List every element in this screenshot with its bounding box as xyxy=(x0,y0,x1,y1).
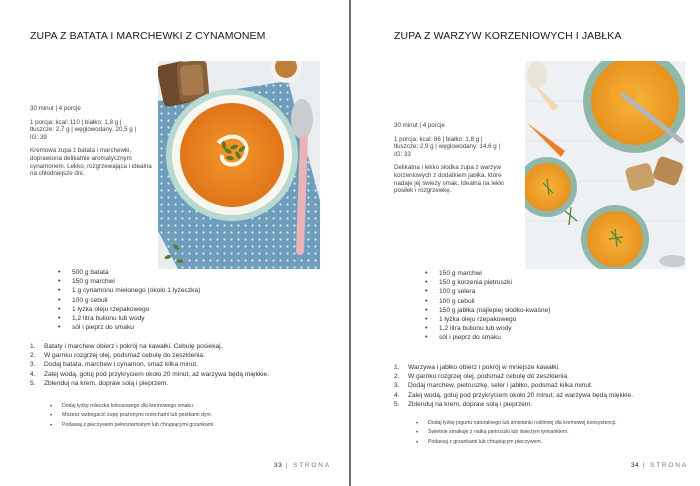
step-text: Zblenduj na krem, dopraw solą i pieprzem. xyxy=(44,379,169,387)
time-portions: 30 minut | 4 porcje xyxy=(394,122,445,129)
tips-list xyxy=(416,419,617,447)
step-item xyxy=(30,351,269,360)
ingredient-item: • 1 łyżka oleju rzepakowego xyxy=(425,315,550,324)
step-text: W garnku rozgrzej olej, podsmaż cebulę do zeszklenia. xyxy=(408,373,569,381)
step-text: Dodaj batata, marchew i cynamon, smaż kilka minut. xyxy=(44,361,198,369)
ingredient-item: • 1 g cynamonu mielonego (około 1 łyżeczka) xyxy=(58,286,200,295)
step-item xyxy=(30,379,269,388)
footer-label: | STRONA xyxy=(642,462,688,469)
recipe-meta xyxy=(30,105,158,184)
step-number: 4. xyxy=(394,391,400,399)
step-text: Zblenduj na krem, dopraw solą i pieprzem. xyxy=(408,400,533,408)
ingredient-item: • 100 g cebuli xyxy=(58,296,200,305)
recipe-description: Kremowa zupa z batata i marchewki, doprawiona delikatnie aromatycznym cynamonem. Lekko, rozgrzewająca i idealna na chłodniejsze dni. xyxy=(30,147,152,178)
ingredient-item: • 150 g marchwi xyxy=(425,269,550,278)
ingredient-item: • 500 g batata xyxy=(58,268,200,277)
step-number: 5. xyxy=(394,400,400,408)
tip-item: • Świetnie smakuje z natką pietruszki lub świeżym tymiankiem. xyxy=(416,428,617,437)
step-item xyxy=(394,363,633,372)
steps-list xyxy=(394,363,633,409)
step-text: Zalej wodą, gotuj pod przykryciem około 20 minut, aż warzywa będą miękkie. xyxy=(44,370,270,378)
ingredient-item: • 150 g marchwi xyxy=(58,277,200,286)
time-portions: 30 minut | 4 porcje xyxy=(30,105,81,112)
tip-item: • Dodaj łyżkę mleczka kokosowego dla kremowego smaku. xyxy=(50,402,215,411)
step-text: Bataty i marchew obierz i pokrój na kawałki. Cebulę posiekaj. xyxy=(44,343,223,350)
ingredient-item: • 1,2 litra bulionu lub wody xyxy=(425,324,550,333)
recipe-description: Delikatna i lekko słodka zupa z warzyw korzeniowych z dodatkiem jabłka, które nadaje jej świeży smak. Idealna na lekki posiłek i rozgrzewkę. xyxy=(394,164,504,195)
ingredients-list xyxy=(58,268,200,332)
step-number: 2. xyxy=(394,373,400,381)
right-page xyxy=(351,0,700,486)
page-footer xyxy=(631,462,688,469)
ingredient-item: • sól i pieprz do smaku xyxy=(58,323,200,332)
step-text: Warzywa i jabłko obierz i pokrój w mniejsze kawałki. xyxy=(408,364,560,371)
nutrition-line: IG: 33 xyxy=(394,150,411,158)
step-number: 1. xyxy=(394,364,400,371)
page-footer xyxy=(274,462,331,469)
tip-item: • Podawaj z pieczywem pełnoziarnistym lub chrupiącymi grzankami. xyxy=(50,421,215,430)
left-page xyxy=(0,0,349,486)
ingredient-item: • 100 g selera xyxy=(425,287,550,296)
page-number: 34 xyxy=(631,462,640,469)
step-number: 3. xyxy=(30,361,36,369)
step-number: 5. xyxy=(30,379,36,387)
recipe-title: ZUPA Z BATATA I MARCHEWKI Z CYNAMONEM xyxy=(30,30,266,42)
nutrition-line: tłuszcze: 2,7 g | węglowodany: 20,5 g | xyxy=(30,126,137,134)
step-item xyxy=(394,391,633,400)
ingredient-item: • 1 łyżka oleju rzepakowego xyxy=(58,305,200,314)
recipe-meta xyxy=(394,122,520,201)
step-item xyxy=(30,342,269,351)
nutrition-line: tłuszcze: 2,9 g | węglowodany: 14,6 g | xyxy=(394,143,501,151)
ingredients-list xyxy=(425,269,550,343)
nutrition-line: 1 porcja: kcal: 86 | białko: 1,8 g | xyxy=(394,135,483,143)
step-item xyxy=(30,370,269,379)
ingredient-item: • 150 g jabłka (najlepiej słodko-kwaśne) xyxy=(425,306,550,315)
step-text: Dodaj marchew, pietruszkę, seler i jabłko, podsmaż kilka minut. xyxy=(408,382,593,390)
recipe-photo xyxy=(525,61,685,269)
step-item xyxy=(394,381,633,390)
step-text: W garnku rozgrzej olej, podsmaż cebulę do zeszklenia. xyxy=(44,352,205,360)
recipe-title: ZUPA Z WARZYW KORZENIOWYCH I JABŁKA xyxy=(394,30,622,42)
tip-item: • Dodaj łyżkę jogurtu naturalnego lub śmietanki roślinnej dla kremowej konsystencji. xyxy=(416,419,617,428)
nutrition-line: 1 porcja: kcal: 110 | białko: 1,8 g | xyxy=(30,118,122,126)
ingredient-item: • 100 g cebuli xyxy=(425,297,550,306)
ingredient-item: • sól i pieprz do smaku xyxy=(425,333,550,342)
step-number: 4. xyxy=(30,370,36,378)
footer-label: | STRONA xyxy=(285,462,331,469)
step-item xyxy=(394,400,633,409)
tips-list xyxy=(50,402,215,430)
tip-item: • Podawaj z grzankami lub chrupiącym pieczywem. xyxy=(416,438,617,447)
step-item xyxy=(30,360,269,369)
soup-bowl-illustration xyxy=(158,61,320,269)
page-number: 33 xyxy=(274,462,283,469)
step-item xyxy=(394,372,633,381)
root-vegetable-soup-illustration xyxy=(525,61,685,269)
tip-item: • Możesz wzbogacić zupę prażonymi orzechami lub pestkami dyni. xyxy=(50,411,215,420)
step-number: 1. xyxy=(30,343,36,350)
nutrition-line: IG: 39 xyxy=(30,133,47,141)
recipe-photo xyxy=(158,61,320,269)
ingredient-item: • 150 g korzenia pietruszki xyxy=(425,278,550,287)
step-number: 2. xyxy=(30,352,36,360)
step-text: Zalej wodą, gotuj pod przykryciem około 20 minut, aż warzywa będą miękkie. xyxy=(408,391,634,399)
ingredient-item: • 1,2 litra bulionu lub wody xyxy=(58,314,200,323)
step-number: 3. xyxy=(394,382,400,390)
steps-list xyxy=(30,342,269,388)
